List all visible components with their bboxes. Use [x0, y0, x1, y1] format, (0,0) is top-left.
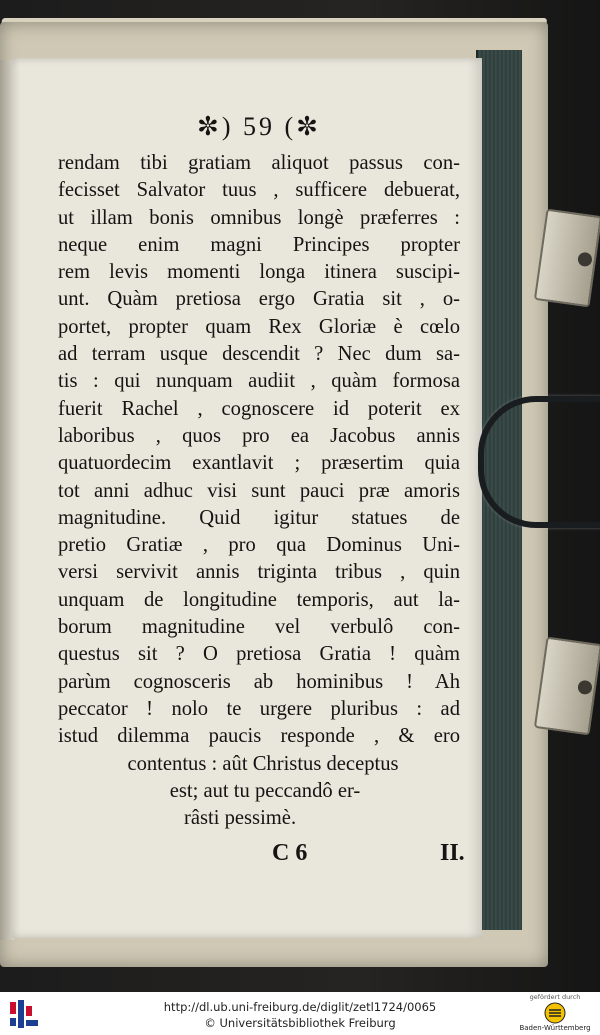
book-clasp-lower [534, 637, 600, 736]
baden-wuerttemberg-seal-icon [544, 1002, 566, 1024]
viewer-footer [0, 992, 600, 1035]
running-head: ✼) 59 (✼ [197, 112, 321, 141]
text-line: fuerit Rachel , cognoscere id poterit ex [58, 397, 460, 420]
text-line: unt. Quàm pretiosa ergo Gratia sit , o- [58, 288, 460, 311]
catchword: II. [440, 840, 465, 866]
funder-label: gefördert durch [529, 993, 581, 1001]
text-line: magnitudine. Quid igitur statues de [58, 506, 460, 529]
text-line: laboribus , quos pro ea Jacobus annis [58, 424, 460, 447]
funder-name: Baden-Württemberg [519, 1024, 591, 1032]
text-line: quatuordecim exantlavit ; præsertim quia [58, 452, 460, 475]
permalink-url[interactable]: http://dl.ub.uni-freiburg.de/diglit/zetl1724/0065 [163, 1000, 437, 1014]
page-text [58, 110, 460, 832]
text-line: tis : qui nunquam audiit , quàm formosa [58, 370, 460, 393]
text-line: questus sit ? O pretiosa Gratia ! quàm [58, 643, 460, 666]
signature-mark: C 6 [272, 840, 308, 866]
text-line: portet, propter quam Rex Gloriæ è cœlo [58, 315, 460, 338]
text-line: versi servivit annis triginta tribus , quin [58, 561, 460, 584]
text-line: rem levis momenti longa itinera suscipi- [58, 261, 460, 284]
text-line: pretio Gratiæ , pro qua Dominus Uni- [58, 534, 460, 557]
copyright-notice: © Universitätsbibliothek Freiburg [204, 1016, 396, 1030]
text-line: peccator ! nolo te urgere pluribus : ad [58, 697, 460, 720]
closing-line: râsti pessimè. [184, 807, 297, 830]
closing-line: est; aut tu peccandô er- [169, 779, 361, 802]
text-line: istud dilemma paucis responde , & ero [58, 725, 460, 748]
funder-logo [518, 992, 592, 1035]
text-line: tot anni adhuc visi sunt pauci præ amoris [58, 479, 460, 502]
text-line: borum magnitudine vel verbulô con- [58, 616, 460, 639]
text-line: ad terram usque descendit ? Nec dum sa- [58, 343, 460, 366]
body-text [58, 150, 460, 832]
book-clasp-upper [534, 209, 600, 308]
text-line: neque enim magni Principes propter [58, 233, 460, 256]
clasp-pin-icon [577, 679, 593, 695]
text-line: rendam tibi gratiam aliquot passus con- [58, 152, 460, 174]
text-line: parùm cognosceris ab hominibus ! Ah [58, 670, 460, 693]
text-line: unquam de longitudine temporis, aut la- [58, 588, 460, 611]
text-line: fecisset Salvator tuus , sufficere debuerat, [58, 179, 460, 202]
page-holder-clip [478, 396, 600, 528]
clasp-pin-icon [577, 251, 593, 267]
text-line: ut illam bonis omnibus longè præferres : [58, 206, 460, 229]
closing-line: contentus : aût Christus deceptus [127, 752, 399, 775]
